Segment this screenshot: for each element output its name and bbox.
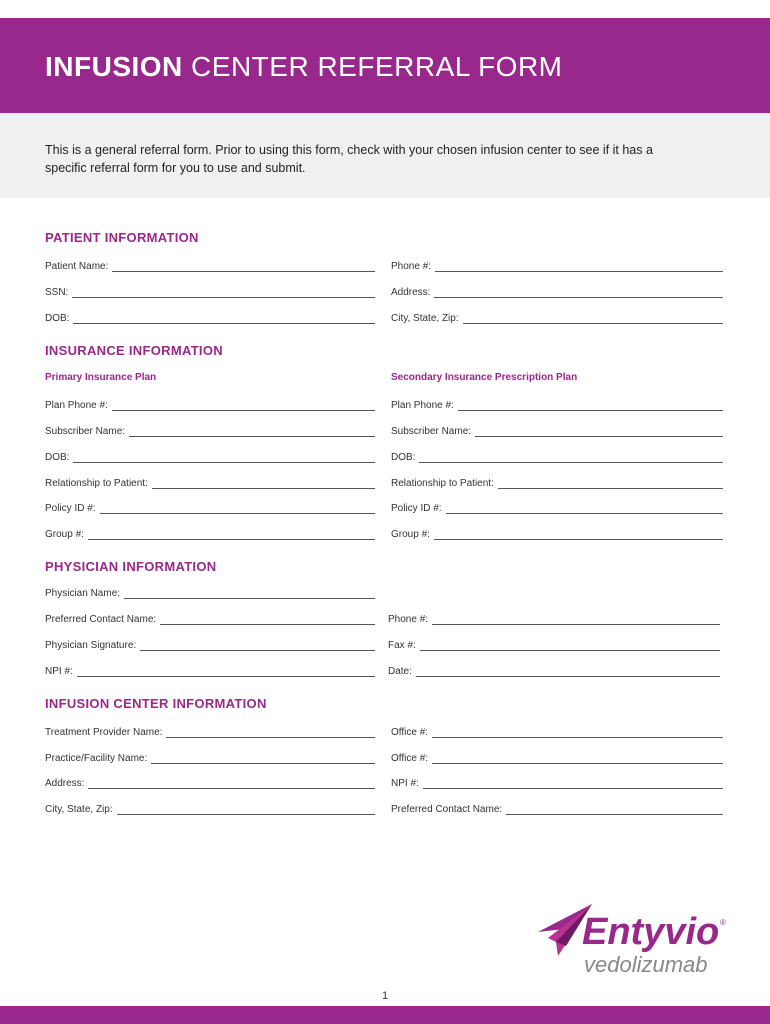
logo-registered: ®	[720, 918, 726, 927]
field-label: DOB:	[391, 452, 416, 463]
input-line[interactable]	[166, 727, 375, 738]
entyvio-logo	[536, 898, 736, 978]
page-number: 1	[381, 990, 389, 1002]
input-line[interactable]	[446, 503, 723, 514]
form-title	[45, 51, 563, 83]
patient-name-field[interactable]	[45, 258, 375, 272]
insurance-section-title: INSURANCE INFORMATION	[45, 343, 223, 358]
input-line[interactable]	[419, 452, 723, 463]
field-label: Treatment Provider Name:	[45, 727, 163, 738]
address-field[interactable]	[391, 284, 723, 298]
input-line[interactable]	[506, 804, 723, 815]
input-line[interactable]	[140, 640, 375, 651]
secondary-relationship-field[interactable]	[391, 475, 723, 489]
office-phone-field-2[interactable]	[391, 750, 723, 764]
infusion-address-field[interactable]	[45, 775, 375, 789]
primary-relationship-field[interactable]	[45, 475, 375, 489]
field-label: Relationship to Patient:	[391, 478, 494, 489]
primary-plan-phone-field[interactable]	[45, 397, 375, 411]
field-label: Patient Name:	[45, 261, 109, 272]
input-line[interactable]	[117, 804, 375, 815]
field-label: DOB:	[45, 452, 70, 463]
secondary-plan-label: Secondary Insurance Prescription Plan	[391, 372, 578, 383]
intro-text: This is a general referral form. Prior to using this form, check with your chosen infusion center to see if it has a specific referral form for you to use and submit.	[45, 143, 653, 175]
input-line[interactable]	[112, 261, 375, 272]
input-line[interactable]	[463, 313, 723, 324]
input-line[interactable]	[72, 287, 375, 298]
practice-facility-name-field[interactable]	[45, 750, 375, 764]
field-label: Policy ID #:	[45, 503, 96, 514]
input-line[interactable]	[112, 400, 375, 411]
input-line[interactable]	[498, 478, 723, 489]
secondary-dob-field[interactable]	[391, 449, 723, 463]
secondary-subscriber-name-field[interactable]	[391, 423, 723, 437]
field-label: Group #:	[391, 529, 430, 540]
input-line[interactable]	[475, 426, 723, 437]
input-line[interactable]	[160, 614, 375, 625]
secondary-policy-id-field[interactable]	[391, 500, 723, 514]
input-line[interactable]	[434, 287, 723, 298]
field-label: Group #:	[45, 529, 84, 540]
patient-section-title: PATIENT INFORMATION	[45, 230, 199, 245]
field-label: Subscriber Name:	[45, 426, 126, 437]
input-line[interactable]	[73, 313, 375, 324]
infusion-city-state-zip-field[interactable]	[45, 801, 375, 815]
form-title-rest: CENTER REFERRAL FORM	[182, 51, 563, 82]
input-line[interactable]	[432, 753, 723, 764]
field-label: Preferred Contact Name:	[391, 804, 503, 815]
form-title-bold: INFUSION	[45, 51, 183, 82]
field-label: Plan Phone #:	[45, 400, 108, 411]
physician-section-title: PHYSICIAN INFORMATION	[45, 559, 217, 574]
infusion-section-title: INFUSION CENTER INFORMATION	[45, 696, 267, 711]
field-label: Office #:	[391, 727, 429, 738]
primary-plan-label: Primary Insurance Plan	[45, 372, 157, 383]
footer-bar	[0, 1006, 770, 1024]
input-line[interactable]	[129, 426, 375, 437]
field-label: Address:	[45, 778, 85, 789]
field-label: NPI #:	[45, 666, 73, 677]
field-label: Practice/Facility Name:	[45, 753, 148, 764]
secondary-plan-phone-field[interactable]	[391, 397, 723, 411]
field-label: Address:	[391, 287, 431, 298]
input-line[interactable]	[434, 529, 723, 540]
field-label: Preferred Contact Name:	[45, 614, 157, 625]
physician-npi-field[interactable]	[45, 663, 375, 677]
infusion-preferred-contact-field[interactable]	[391, 801, 723, 815]
field-label: Relationship to Patient:	[45, 478, 148, 489]
dob-field[interactable]	[45, 310, 375, 324]
field-label: City, State, Zip:	[45, 804, 113, 815]
physician-date-field[interactable]	[388, 663, 720, 677]
input-line[interactable]	[152, 478, 375, 489]
physician-fax-field[interactable]	[388, 637, 720, 651]
preferred-contact-name-field[interactable]	[45, 611, 375, 625]
field-label: Phone #:	[388, 614, 429, 625]
primary-dob-field[interactable]	[45, 449, 375, 463]
logo-generic: vedolizumab	[584, 952, 708, 977]
field-label: Fax #:	[388, 640, 416, 651]
city-state-zip-field[interactable]	[391, 310, 723, 324]
field-label: NPI #:	[391, 778, 419, 789]
field-label: Plan Phone #:	[391, 400, 454, 411]
input-line[interactable]	[151, 753, 375, 764]
phone-field[interactable]	[391, 258, 723, 272]
treatment-provider-name-field[interactable]	[45, 724, 375, 738]
physician-signature-field[interactable]	[45, 637, 375, 651]
input-line[interactable]	[432, 727, 723, 738]
input-line[interactable]	[432, 614, 720, 625]
field-label: SSN:	[45, 287, 69, 298]
input-line[interactable]	[435, 261, 723, 272]
entyvio-swoosh-icon	[536, 898, 736, 978]
field-label: Policy ID #:	[391, 503, 442, 514]
infusion-npi-field[interactable]	[391, 775, 723, 789]
input-line[interactable]	[420, 640, 720, 651]
input-line[interactable]	[73, 452, 375, 463]
field-label: Office #:	[391, 753, 429, 764]
input-line[interactable]	[423, 778, 723, 789]
secondary-group-field[interactable]	[391, 526, 723, 540]
field-label: Physician Name:	[45, 588, 121, 599]
header-banner	[0, 18, 770, 113]
office-phone-field-1[interactable]	[391, 724, 723, 738]
field-label: Date:	[388, 666, 412, 677]
input-line[interactable]	[416, 666, 720, 677]
field-label: Phone #:	[391, 261, 432, 272]
logo-brand: Entyvio	[582, 911, 720, 953]
primary-group-field[interactable]	[45, 526, 375, 540]
input-line[interactable]	[88, 778, 375, 789]
physician-name-field[interactable]	[45, 585, 375, 599]
ssn-field[interactable]	[45, 284, 375, 298]
field-label: Subscriber Name:	[391, 426, 472, 437]
physician-phone-field[interactable]	[388, 611, 720, 625]
input-line[interactable]	[77, 666, 375, 677]
primary-policy-id-field[interactable]	[45, 500, 375, 514]
input-line[interactable]	[100, 503, 375, 514]
field-label: DOB:	[45, 313, 70, 324]
intro-band	[0, 113, 770, 198]
primary-subscriber-name-field[interactable]	[45, 423, 375, 437]
field-label: City, State, Zip:	[391, 313, 459, 324]
input-line[interactable]	[124, 588, 375, 599]
field-label: Physician Signature:	[45, 640, 137, 651]
input-line[interactable]	[88, 529, 375, 540]
input-line[interactable]	[458, 400, 723, 411]
